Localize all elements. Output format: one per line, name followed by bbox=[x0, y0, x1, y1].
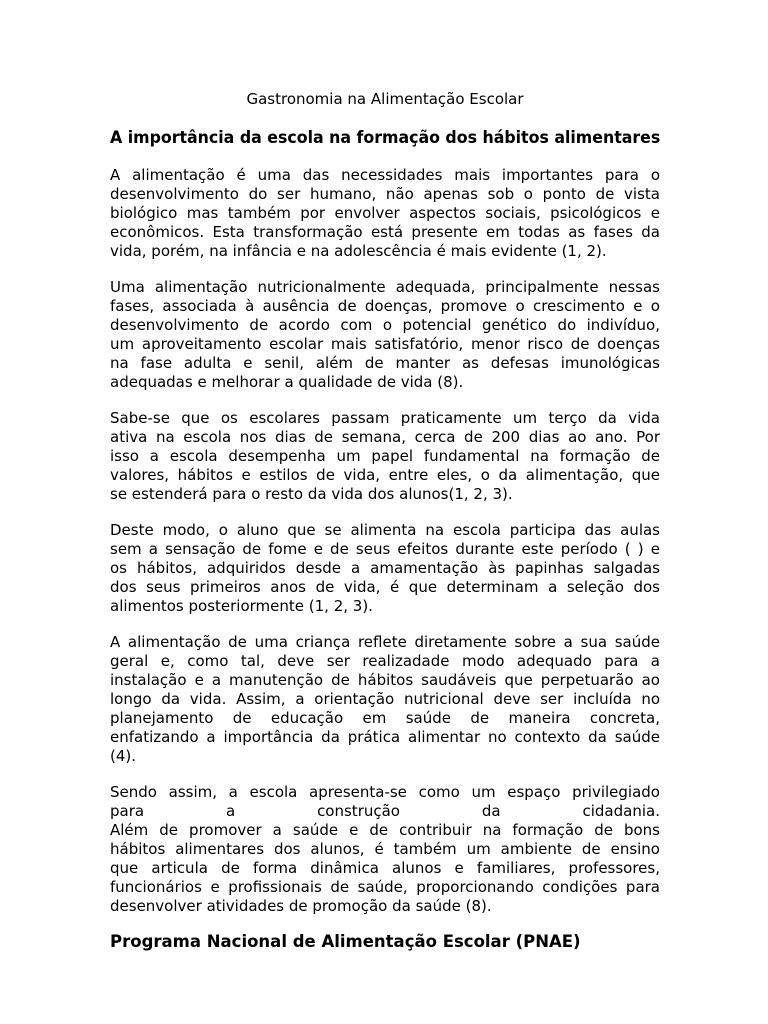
paragraph-line: desenvolvimento do ser humano, não apenas sob o ponto de vista bbox=[110, 185, 660, 203]
paragraph-line: longo da vida. Assim, a orientação nutricional deve ser incluída no bbox=[110, 690, 660, 708]
spread-word: construção bbox=[317, 802, 400, 820]
spread-word: da bbox=[481, 802, 501, 820]
paragraph-line: isso a escola desempenha um papel fundamental na formação de bbox=[110, 447, 660, 465]
paragraph-1 bbox=[110, 166, 660, 261]
paragraph-line: Sabe-se que os escolares passam praticamente um terço da vida bbox=[110, 409, 660, 427]
paragraph-2 bbox=[110, 278, 660, 392]
paragraph-line: Deste modo, o aluno que se alimenta na escola participa das aulas bbox=[110, 521, 660, 539]
paragraph-line: (4). bbox=[110, 747, 137, 765]
paragraph-line: A alimentação é uma das necessidades mais importantes para o bbox=[110, 166, 660, 184]
paragraph-line: que articula de forma dinâmica alunos e familiares, professores, bbox=[110, 859, 660, 877]
paragraph-line: hábitos alimentares dos alunos, é também um ambiente de ensino bbox=[110, 840, 660, 858]
paragraph-line: um aproveitamento escolar mais satisfatório, menor risco de doenças bbox=[110, 335, 660, 353]
paragraph-line: valores, hábitos e estilos de vida, entre eles, o da alimentação, que bbox=[110, 466, 660, 484]
paragraph-4 bbox=[110, 521, 660, 616]
paragraph-line: A alimentação de uma criança reflete diretamente sobre a sua saúde bbox=[110, 633, 660, 651]
paragraph-line: biológico mas também por envolver aspectos sociais, psicológicos e bbox=[110, 204, 660, 222]
section-heading-pnae: Programa Nacional de Alimentação Escolar (PNAE) bbox=[110, 932, 581, 951]
spread-word: a bbox=[225, 802, 236, 820]
document-title: Gastronomia na Alimentação Escolar bbox=[246, 90, 524, 108]
paragraph-line: na fase adulta e senil, além de manter as defesas imunológicas bbox=[110, 354, 660, 372]
paragraph-line: funcionários e profissionais de saúde, proporcionando condições para bbox=[110, 878, 660, 896]
paragraph-6 bbox=[110, 783, 660, 916]
paragraph-spread-line bbox=[110, 802, 660, 821]
paragraph-5 bbox=[110, 633, 660, 766]
paragraph-3 bbox=[110, 409, 660, 504]
paragraph-line: Além de promover a saúde e de contribuir na formação de bons bbox=[110, 821, 660, 839]
paragraph-line: geral e, como tal, deve ser realizadade modo adequado para a bbox=[110, 652, 660, 670]
paragraph-line: Uma alimentação nutricionalmente adequada, principalmente nessas bbox=[110, 278, 660, 296]
paragraph-line: desenvolver atividades de promoção da saúde (8). bbox=[110, 897, 492, 915]
paragraph-line: econômicos. Esta transformação está presente em todas as fases da bbox=[110, 223, 660, 241]
paragraph-line: dos seus primeiros anos de vida, é que determinam a seleção dos bbox=[110, 578, 660, 596]
paragraph-line: os hábitos, adquiridos desde a amamentação às papinhas salgadas bbox=[110, 559, 660, 577]
paragraph-line: fases, associada à ausência de doenças, promove o crescimento e o bbox=[110, 297, 660, 315]
section-heading-escola: A importância da escola na formação dos hábitos alimentares bbox=[110, 128, 661, 147]
paragraph-line: adequadas e melhorar a qualidade de vida (8). bbox=[110, 373, 464, 391]
spread-word: para bbox=[110, 802, 145, 820]
paragraph-line: alimentos posteriormente (1, 2, 3). bbox=[110, 597, 373, 615]
spread-word: cidadania. bbox=[582, 802, 660, 820]
paragraph-line: Sendo assim, a escola apresenta-se como um espaço privilegiado bbox=[110, 783, 660, 801]
paragraph-line: ativa na escola nos dias de semana, cerca de 200 dias ao ano. Por bbox=[110, 428, 660, 446]
paragraph-line: se estenderá para o resto da vida dos alunos(1, 2, 3). bbox=[110, 485, 513, 503]
paragraph-line: vida, porém, na infância e na adolescência é mais evidente (1, 2). bbox=[110, 242, 607, 260]
paragraph-line: planejamento de educação em saúde de maneira concreta, bbox=[110, 709, 660, 727]
paragraph-line: desenvolvimento de acordo com o potencial genético do indivíduo, bbox=[110, 316, 660, 334]
paragraph-line: instalação e a manutenção de hábitos saudáveis que perpetuarão ao bbox=[110, 671, 660, 689]
paragraph-line: enfatizando a importância da prática alimentar no contexto da saúde bbox=[110, 728, 660, 746]
paragraph-line: sem a sensação de fome e de seus efeitos durante este período ( ) e bbox=[110, 540, 660, 558]
